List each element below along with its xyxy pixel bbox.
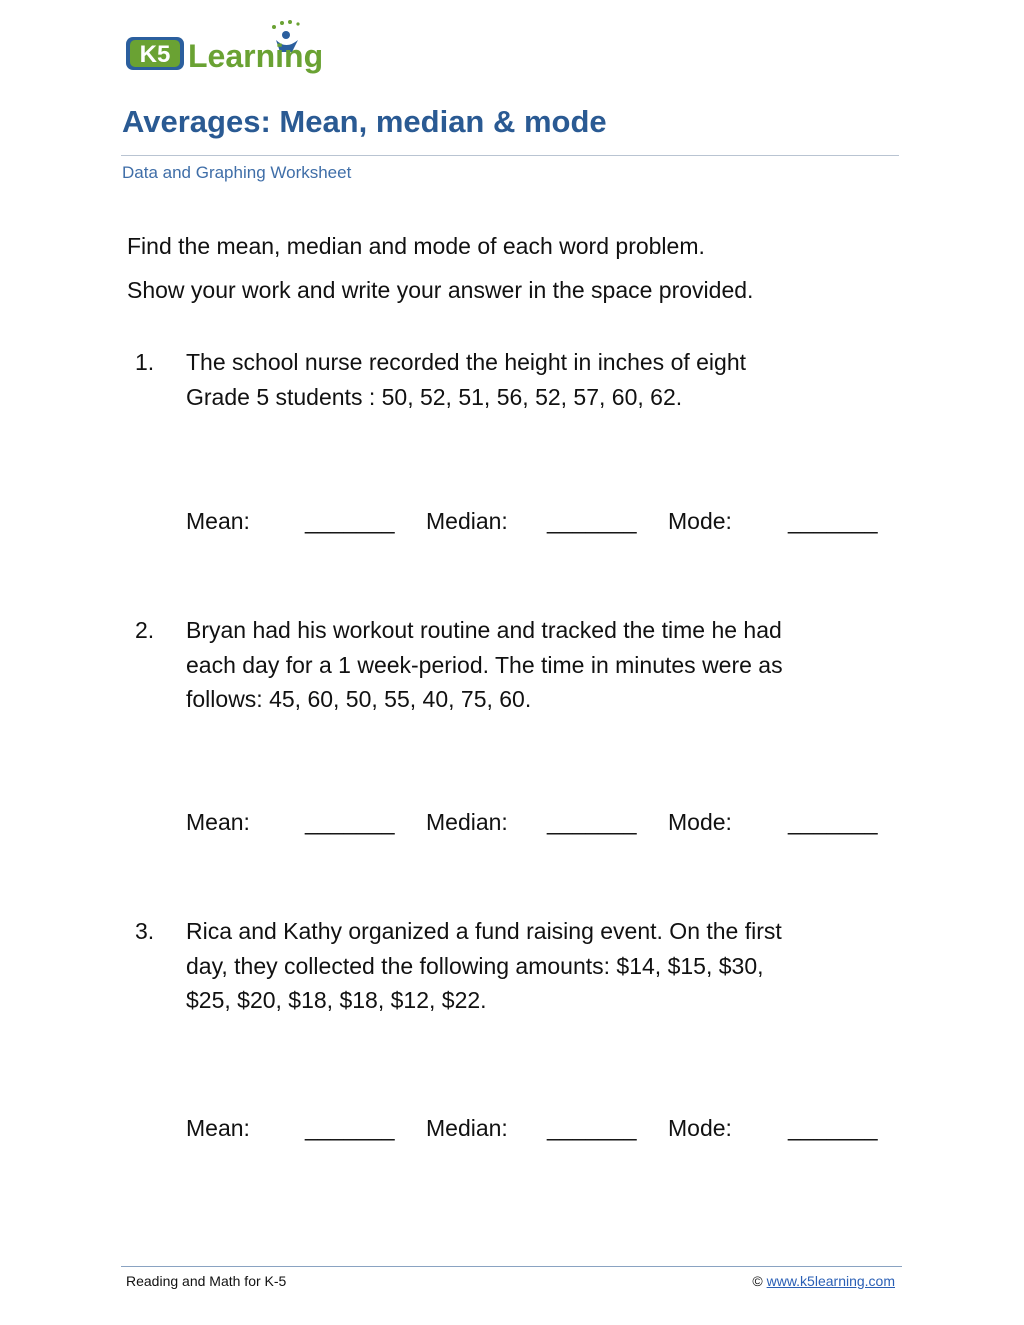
problem-text [186,914,886,1018]
problem-line: Grade 5 students : 50, 52, 51, 56, 52, 57, 60, 62. [186,383,683,410]
mean-label: Mean: [186,508,250,534]
footer-copyright [752,1273,895,1289]
mode-answer-blank[interactable]: _______ [788,809,878,835]
instruction-line: Show your work and write your answer in the space provided. [127,277,754,303]
problem-number: 3. [135,918,155,944]
footer-tagline: Reading and Math for K-5 [126,1273,287,1289]
mean-answer-blank[interactable]: _______ [305,508,395,534]
median-label: Median: [426,508,508,534]
mean-answer-blank[interactable]: _______ [305,809,395,835]
copyright-symbol: © [752,1273,763,1289]
problem-number: 1. [135,349,155,375]
mode-answer-blank[interactable]: _______ [788,1115,878,1141]
problem-line: each day for a 1 week-period. The time in minutes were as [186,651,783,678]
mode-label: Mode: [668,1115,732,1141]
logo-wordmark: Learning [188,38,324,74]
median-answer-blank[interactable]: _______ [547,1115,637,1141]
footer-divider [121,1266,902,1267]
problem-line: The school nurse recorded the height in inches of eight [186,349,747,375]
median-label: Median: [426,809,508,835]
problem-text [186,613,886,717]
problem-line: Bryan had his workout routine and tracked the time he had [186,617,782,643]
k5-learning-logo [124,18,344,78]
problem-line: follows: 45, 60, 50, 55, 40, 75, 60. [186,686,532,712]
problem-line: day, they collected the following amounts: $14, $15, $30, [186,952,764,979]
median-label: Median: [426,1115,508,1141]
logo-graphic [124,18,344,78]
mean-label: Mean: [186,809,250,835]
median-answer-blank[interactable]: _______ [547,508,637,534]
problem-line: Rica and Kathy organized a fund raising event. On the first [186,918,782,944]
problem-number: 2. [135,617,155,643]
median-answer-blank[interactable]: _______ [547,809,637,835]
mode-label: Mode: [668,809,732,835]
website-link[interactable]: www.k5learning.com [766,1273,895,1289]
mode-answer-blank[interactable]: _______ [788,508,878,534]
instructions [127,224,753,312]
page-subtitle: Data and Graphing Worksheet [122,163,352,182]
mean-label: Mean: [186,1115,250,1141]
title-divider [121,155,899,156]
instruction-line: Find the mean, median and mode of each word problem. [127,233,705,259]
logo-badge-text: K5 [139,41,171,68]
mode-label: Mode: [668,508,732,534]
page-title: Averages: Mean, median & mode [122,104,607,139]
mean-answer-blank[interactable]: _______ [305,1115,395,1141]
problem-line: $25, $20, $18, $18, $12, $22. [186,987,487,1013]
problem-text [186,345,886,414]
